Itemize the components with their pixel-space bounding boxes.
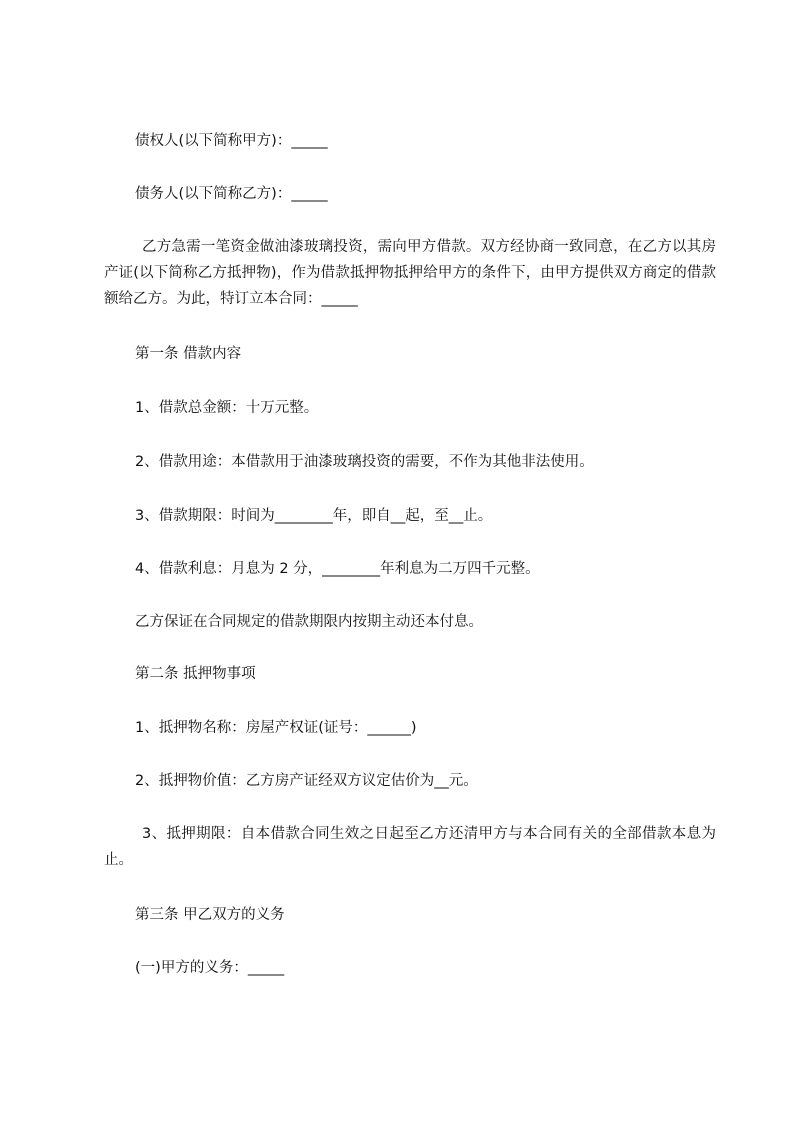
article-1-item-2: 2、借款用途：本借款用于油漆玻璃投资的需要，不作为其他非法使用。 [135,454,594,470]
article-1-item-4: 4、借款利息：月息为 2 分，________年利息为二万四千元整。 [135,561,540,577]
article-1-item-1: 1、借款总金额：十万元整。 [135,400,319,416]
article-2-item-3: 3、抵押期限：自本借款合同生效之日起至乙方还清甲方与本合同有关的全部借款本息为止。 [104,826,716,868]
article-3-title: 第三条 甲乙双方的义务 [135,907,285,923]
article-1-title: 第一条 借款内容 [135,346,242,362]
article-2-item-1: 1、抵押物名称：房屋产权证(证号：______) [135,720,417,736]
article-3-sub-1: (一)甲方的义务：_____ [135,960,285,976]
article-2-item-2: 2、抵押物价值：乙方房产证经双方议定估价为__元。 [135,773,478,789]
article-2-title: 第二条 抵押物事项 [135,666,256,682]
article-1-item-3: 3、借款期限：时间为________年，即自__起，至__止。 [135,508,493,524]
intro-paragraph: 乙方急需一笔资金做油漆玻璃投资，需向甲方借款。双方经协商一致同意，在乙方以其房产证(以下简称乙方抵押物)，作为借款抵押物抵押给甲方的条件下，由甲方提供双方商定的借款额给乙方。为此，特订立本合同：_____ [104,239,716,307]
repayment-guarantee: 乙方保证在合同规定的借款期限内按期主动还本付息。 [135,614,483,630]
creditor-line: 债权人(以下简称甲方)：_____ [135,133,328,149]
debtor-line: 债务人(以下简称乙方)：_____ [135,186,328,202]
